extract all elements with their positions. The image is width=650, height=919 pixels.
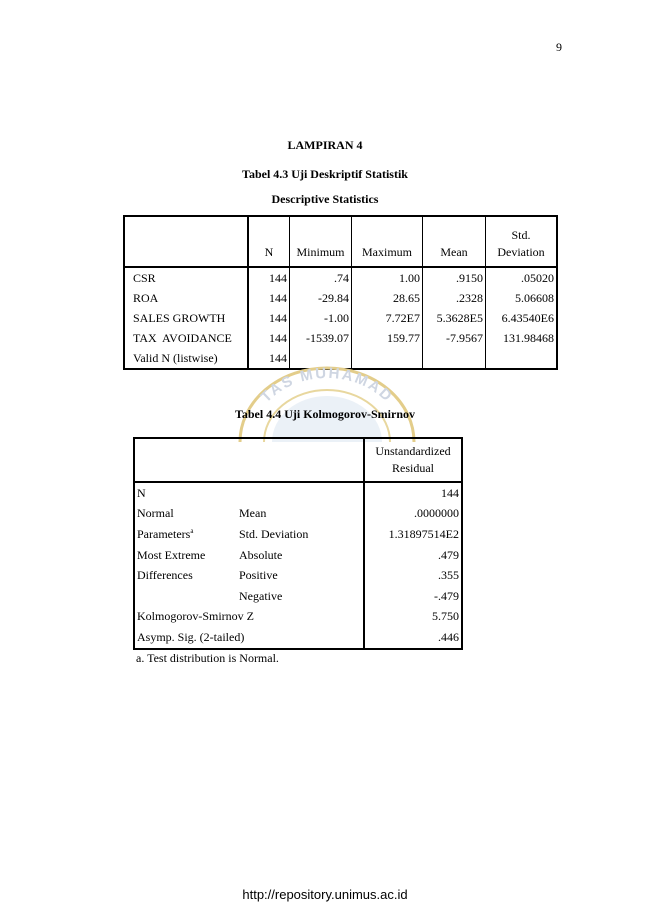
row-label: Positive <box>239 568 278 583</box>
table-header-row <box>124 216 557 267</box>
table-row <box>134 524 462 545</box>
cell-std-deviation: 131.98468 <box>486 328 558 348</box>
logo-arc-text: TAS MUHAMAD <box>257 364 397 406</box>
cell-minimum: -29.84 <box>290 288 352 308</box>
cell-maximum: 7.72E7 <box>352 308 423 328</box>
cell-value: .0000000 <box>364 504 462 525</box>
cell-minimum: .74 <box>290 267 352 288</box>
cell-value: .479 <box>364 545 462 566</box>
row-group-label: Normal <box>137 506 174 521</box>
table-row <box>124 308 557 328</box>
cell-value: .355 <box>364 565 462 586</box>
row-group-label: Differences <box>137 568 193 583</box>
kolmogorov-smirnov-table <box>133 437 463 650</box>
cell-std-deviation: .05020 <box>486 267 558 288</box>
cell-maximum: 1.00 <box>352 267 423 288</box>
cell-std-deviation: 6.43540E6 <box>486 308 558 328</box>
cell-value: -.479 <box>364 586 462 607</box>
table-row <box>134 504 462 525</box>
header-maximum: Maximum <box>352 216 423 267</box>
parameters-label: Parameters <box>137 526 191 541</box>
cell-value: 144 <box>364 482 462 504</box>
cell-minimum: -1539.07 <box>290 328 352 348</box>
cell-n: 144 <box>248 308 290 328</box>
table-row <box>124 288 557 308</box>
cell-std-deviation: 5.06608 <box>486 288 558 308</box>
university-logo-watermark <box>232 362 422 442</box>
header-std-line1: Std. <box>511 228 531 242</box>
cell-mean: 5.3628E5 <box>423 308 486 328</box>
footnote-marker: a <box>190 526 194 535</box>
row-label: Negative <box>239 588 283 603</box>
row-label: Kolmogorov-Smirnov Z <box>137 609 254 624</box>
cell-maximum: 159.77 <box>352 328 423 348</box>
row-label: Mean <box>239 506 267 521</box>
cell-value: .446 <box>364 627 462 649</box>
header-std-deviation <box>486 216 558 267</box>
cell-n: 144 <box>248 328 290 348</box>
appendix-heading: LAMPIRAN 4 <box>287 138 363 152</box>
row-label: N <box>137 485 146 500</box>
row-label: Absolute <box>239 547 283 562</box>
cell-value: 1.31897514E2 <box>364 524 462 545</box>
header-minimum: Minimum <box>290 216 352 267</box>
table-row <box>134 586 462 607</box>
row-group-label: Most Extreme <box>137 547 206 562</box>
header-empty-cell <box>134 438 364 482</box>
cell-n: 144 <box>248 288 290 308</box>
cell-maximum: 28.65 <box>352 288 423 308</box>
row-group-label <box>134 586 237 607</box>
table-row <box>134 482 462 504</box>
table-row <box>134 545 462 566</box>
table-header-row <box>134 438 462 482</box>
table1-subtitle: Descriptive Statistics <box>271 192 379 206</box>
table-row <box>124 328 557 348</box>
header-line1: Unstandardized <box>375 444 451 458</box>
footer-url: http://repository.unimus.ac.id <box>242 887 408 902</box>
cell-mean: -7.9567 <box>423 328 486 348</box>
cell-mean: .9150 <box>423 267 486 288</box>
cell-mean: .2328 <box>423 288 486 308</box>
header-std-line2: Deviation <box>497 245 545 259</box>
cell-value: 5.750 <box>364 607 462 628</box>
row-label: ROA <box>133 290 159 305</box>
header-mean: Mean <box>423 216 486 267</box>
page-number: 9 <box>556 40 562 54</box>
header-empty-cell <box>124 216 248 267</box>
row-label: CSR <box>133 270 156 285</box>
cell-mean <box>423 348 486 369</box>
table-footnote: a. Test distribution is Normal. <box>136 651 279 665</box>
row-label: SALES GROWTH <box>133 310 226 325</box>
header-n: N <box>248 216 290 267</box>
table-row <box>134 607 462 628</box>
table1-title: Tabel 4.3 Uji Deskriptif Statistik <box>242 167 408 181</box>
row-label: Asymp. Sig. (2-tailed) <box>137 629 245 644</box>
row-group-label <box>134 524 237 545</box>
table-row <box>134 565 462 586</box>
table2-title: Tabel 4.4 Uji Kolmogorov-Smirnov <box>234 407 415 421</box>
table-row <box>124 267 557 288</box>
header-unstandardized-residual <box>364 438 462 482</box>
cell-n: 144 <box>248 267 290 288</box>
row-label: Std. Deviation <box>239 526 309 541</box>
descriptive-statistics-table <box>123 215 558 370</box>
cell-minimum: -1.00 <box>290 308 352 328</box>
row-label: TAX AVOIDANCE <box>133 330 232 345</box>
table-row <box>134 627 462 649</box>
header-line2: Residual <box>392 461 434 475</box>
cell-std-deviation <box>486 348 558 369</box>
row-label: Valid N (listwise) <box>133 350 218 365</box>
cell-n: 144 <box>248 348 290 369</box>
